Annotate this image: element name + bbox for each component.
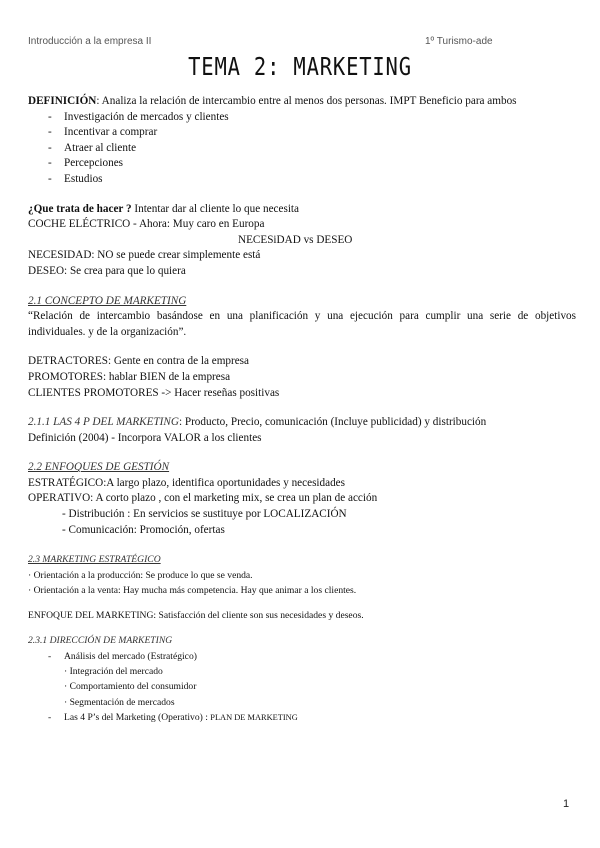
section-heading-concepto: 2.1 CONCEPTO DE MARKETING	[28, 294, 187, 307]
distribucion-line: - Distribución : En servicios se sustituye por LOCALIZACIÓN	[62, 508, 347, 521]
definicion-paragraph	[28, 94, 576, 110]
plan-marketing-text: PLAN DE MARKETING	[210, 712, 298, 722]
operativo-line: OPERATIVO: A corto plazo , con el marketing mix, se crea un plan de acción	[28, 492, 378, 505]
document-body	[28, 94, 576, 725]
list-item: - Atraer al cliente	[28, 141, 576, 157]
definicion-list	[28, 110, 576, 188]
definicion-text: : Analiza la relación de intercambio entre al menos dos personas. IMPT Beneficio para ambos	[96, 95, 517, 107]
header-grade: 1º Turismo-ade	[425, 36, 493, 47]
definicion-2004-line: Definición (2004) - Incorpora VALOR a los clientes	[28, 431, 262, 444]
page-number: 1	[563, 798, 570, 810]
header-course: Introducción a la empresa II	[28, 36, 152, 47]
necesidad-line: NECESIDAD: NO se puede crear simplemente está	[28, 249, 261, 262]
four-ps-text: Las 4 P’s del Marketing (Operativo) :	[64, 711, 211, 723]
section-heading-direccion: 2.3.1 DIRECCIÓN DE MARKETING	[28, 635, 173, 647]
section-heading-estrategico: 2.3 MARKETING ESTRATÉGICO	[28, 554, 161, 566]
direccion-list	[28, 649, 576, 664]
detractores-line: DETRACTORES: Gente en contra de la empresa	[28, 355, 249, 368]
deseo-line: DESEO: Se crea para que lo quiera	[28, 264, 186, 277]
enfoque-marketing: ENFOQUE DEL MARKETING: Satisfacción del cliente son sus necesidades y deseos.	[28, 610, 364, 622]
direccion-list-2	[28, 710, 576, 725]
que-trata-label: ¿Que trata de hacer ?	[28, 202, 132, 215]
list-item: - Investigación de mercados y clientes	[28, 110, 576, 126]
que-trata-text: Intentar dar al cliente lo que necesita	[131, 202, 299, 215]
coche-line: COCHE ELÉCTRICO - Ahora: Muy caro en Europa	[28, 218, 265, 231]
estrategico-line: ESTRATÉGICO:A largo plazo, identifica oportunidades y necesidades	[28, 476, 346, 489]
comunicacion-line: - Comunicación: Promoción, ofertas	[62, 523, 225, 536]
orientacion-produccion: · Orientación a la producción: Se produce lo que se venda.	[28, 569, 253, 581]
list-item: - Estudios	[28, 172, 576, 188]
sub-item: · Comportamiento del consumidor	[64, 681, 197, 693]
concepto-quote: “Relación de intercambio basándose en una planificación y una ejecución para cumplir una serie de objetivos individuales. y de la organización”.	[28, 310, 576, 338]
que-trata-paragraph	[28, 202, 576, 218]
page-title: TEMA 2: MARKETING	[188, 52, 412, 81]
cuatro-p-text: : Producto, Precio, comunicación (Incluye publicidad) y distribución	[178, 416, 487, 429]
section-heading-gestion: 2.2 ENFOQUES DE GESTIÓN	[28, 461, 170, 474]
sub-item: · Segmentación de mercados	[64, 696, 175, 708]
clientes-promotores-line: CLIENTES PROMOTORES -> Hacer reseñas positivas	[28, 386, 280, 399]
sub-item: · Integración del mercado	[64, 666, 163, 678]
list-item: - Análisis del mercado (Estratégico)	[28, 649, 576, 664]
promotores-line: PROMOTORES: hablar BIEN de la empresa	[28, 370, 231, 383]
definicion-label: DEFINICIÓN	[28, 95, 97, 107]
list-item	[28, 710, 576, 725]
list-item: - Percepciones	[28, 156, 576, 172]
orientacion-venta: · Orientación a la venta: Hay mucha más competencia. Hay que animar a los clientes.	[28, 584, 357, 596]
necesidad-vs-deseo: NECESiDAD vs DESEO	[238, 233, 353, 246]
list-item: - Incentivar a comprar	[28, 125, 576, 141]
section-heading-4p: 2.1.1 LAS 4 P DEL MARKETING	[28, 416, 179, 429]
cuatro-p-paragraph	[28, 415, 576, 431]
